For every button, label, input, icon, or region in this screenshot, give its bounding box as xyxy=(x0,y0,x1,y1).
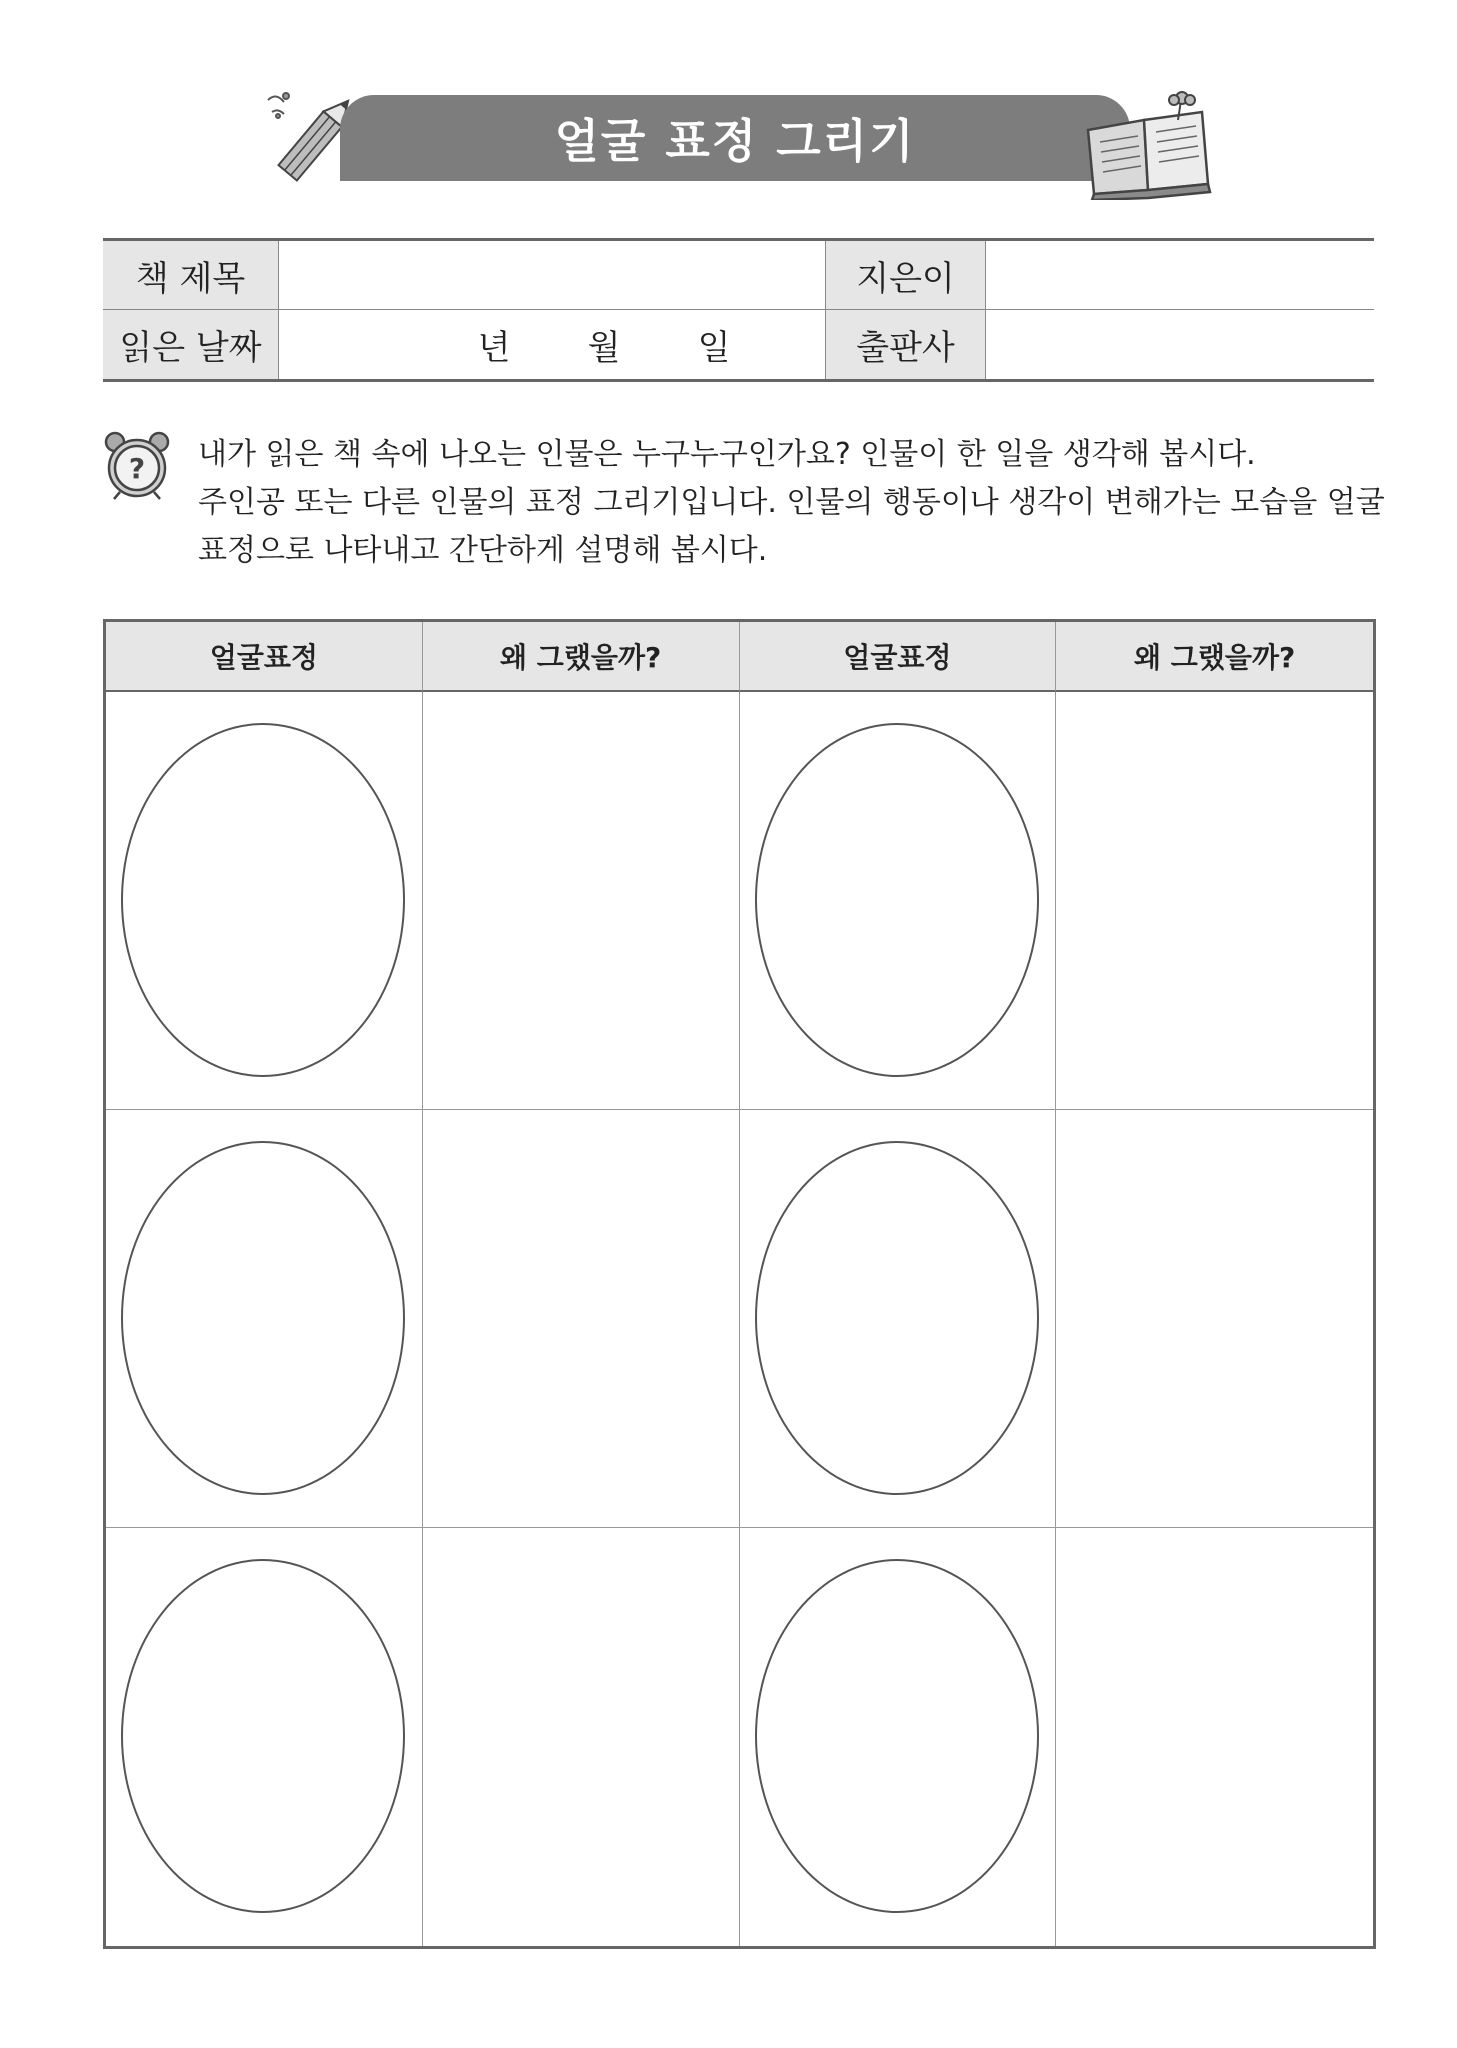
author-field[interactable] xyxy=(986,241,1374,310)
page-title: 얼굴 표정 그리기 xyxy=(554,114,916,168)
book-title-field[interactable] xyxy=(279,241,826,310)
svg-text:?: ? xyxy=(128,452,146,485)
open-book-icon xyxy=(1078,90,1218,200)
face-drawing-cell[interactable] xyxy=(106,1110,423,1528)
face-drawing-cell[interactable] xyxy=(740,692,1057,1110)
header-face-expression: 얼굴표정 xyxy=(106,622,423,692)
face-outline-oval xyxy=(121,1559,405,1913)
reason-writing-cell[interactable] xyxy=(423,1110,740,1528)
face-outline-oval xyxy=(121,1141,405,1495)
publisher-field[interactable] xyxy=(986,310,1374,379)
date-month-label: 월 xyxy=(587,328,621,368)
author-label: 지은이 xyxy=(826,241,986,310)
instruction-line: 내가 읽은 책 속에 나오는 인물은 누구누구인가요? 인물이 한 일을 생각해 봅시다. xyxy=(198,437,1256,472)
date-year-label: 년 xyxy=(477,328,511,368)
reason-writing-cell[interactable] xyxy=(423,1528,740,1946)
reason-writing-cell[interactable] xyxy=(423,692,740,1110)
face-drawing-cell[interactable] xyxy=(740,1110,1057,1528)
alarm-clock-icon xyxy=(100,430,174,500)
face-outline-oval xyxy=(755,1559,1039,1913)
face-outline-oval xyxy=(755,723,1039,1077)
instructions-text xyxy=(198,431,1385,575)
face-drawing-cell[interactable] xyxy=(106,1528,423,1946)
header-face-expression: 얼굴표정 xyxy=(740,622,1057,692)
face-outline-oval xyxy=(121,723,405,1077)
date-day-label: 일 xyxy=(697,328,731,368)
read-date-label: 읽은 날짜 xyxy=(103,310,279,379)
reason-writing-cell[interactable] xyxy=(1056,692,1373,1110)
book-info-table xyxy=(103,238,1374,382)
publisher-label: 출판사 xyxy=(826,310,986,379)
instruction-line: 표정으로 나타내고 간단하게 설명해 봅시다. xyxy=(198,533,768,568)
face-expression-grid xyxy=(103,619,1376,1949)
face-drawing-cell[interactable] xyxy=(740,1528,1057,1946)
face-drawing-cell[interactable] xyxy=(106,692,423,1110)
read-date-field[interactable] xyxy=(279,310,826,379)
book-title-label: 책 제목 xyxy=(103,241,279,310)
face-outline-oval xyxy=(755,1141,1039,1495)
reason-writing-cell[interactable] xyxy=(1056,1528,1373,1946)
title-banner xyxy=(340,95,1130,181)
instruction-line: 주인공 또는 다른 인물의 표정 그리기입니다. 인물의 행동이나 생각이 변해가는 모습을 얼굴 xyxy=(198,485,1385,520)
reason-writing-cell[interactable] xyxy=(1056,1110,1373,1528)
header-why: 왜 그랬을까? xyxy=(1056,622,1373,692)
header-why: 왜 그랬을까? xyxy=(423,622,740,692)
